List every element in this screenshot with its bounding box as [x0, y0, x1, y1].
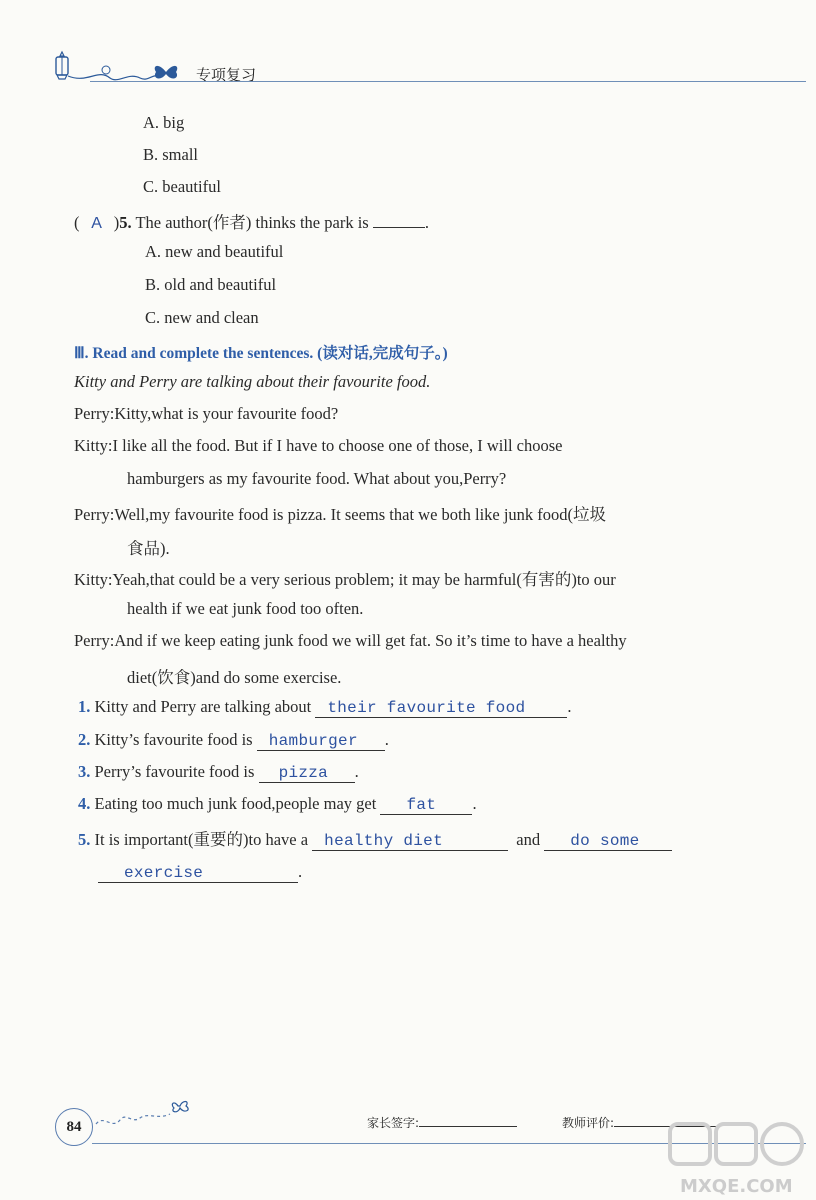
question-number: 5. — [78, 830, 91, 849]
answer-blank — [380, 794, 472, 815]
dialogue-line: health if we eat junk food too often. — [127, 599, 364, 618]
q4-option-c: C. beautiful — [143, 177, 221, 196]
answer-text: their favourite food — [327, 699, 526, 717]
q5-option-c: C. new and clean — [145, 308, 259, 327]
q5-answer: A — [91, 215, 102, 232]
q4-option-b: B. small — [143, 145, 199, 164]
dialogue-line: Kitty:Yeah,that could be a very serious problem; it may be harmful(有害的)to our — [74, 570, 616, 589]
question-end: . — [384, 730, 389, 749]
teacher-evaluation-label: 教师评价: — [562, 1116, 615, 1130]
footer-swirl-icon — [92, 1094, 202, 1139]
question-number: 1. — [78, 697, 91, 716]
question-text: Kitty’s favourite food is — [94, 730, 253, 749]
dialogue-line: Perry:Kitty,what is your favourite food? — [74, 404, 339, 423]
question-end: . — [567, 697, 572, 716]
question-number: 4. — [78, 794, 91, 813]
header-title: 专项复习 — [196, 66, 257, 84]
dialogue-line: diet(饮食)and do some exercise. — [127, 668, 342, 687]
parent-signature — [367, 1114, 517, 1131]
q5-paren-open: ( — [74, 213, 80, 232]
question-end: . — [298, 862, 303, 881]
question-text: It is important(重要的)to have a — [94, 830, 309, 849]
answer-blank — [257, 730, 385, 751]
answer-blank — [544, 830, 672, 851]
question-5 — [78, 826, 672, 851]
dialogue-line: Perry:And if we keep eating junk food we will get fat. So it’s time to have a healthy — [74, 631, 627, 650]
q5-blank — [373, 227, 425, 228]
answer-blank — [312, 830, 508, 851]
question-end: . — [472, 794, 477, 813]
q5-option-a: A. new and beautiful — [145, 242, 284, 261]
question-text: Perry’s favourite food is — [94, 762, 255, 781]
q5-text: The author(作者) thinks the park is — [135, 213, 369, 232]
answer-blank — [315, 697, 567, 718]
answer-text: fat — [406, 796, 437, 814]
section-title: Ⅲ. Read and complete the sentences. (读对话,完成句子。) — [74, 345, 448, 362]
dialogue-line: Perry:Well,my favourite food is pizza. It seems that we both like junk food(垃圾 — [74, 505, 607, 524]
question-1 — [78, 697, 571, 718]
parent-signature-label: 家长签字: — [367, 1116, 420, 1130]
question-number: 3. — [78, 762, 91, 781]
q5-paren-close: ) — [113, 213, 120, 232]
answer-blank — [259, 762, 355, 783]
dialogue-line: 食品). — [127, 539, 170, 558]
answer-text: pizza — [278, 764, 329, 782]
answer-blank — [98, 862, 298, 883]
dialogue-line: hamburgers as my favourite food. What about you,Perry? — [127, 469, 507, 488]
watermark-logo — [660, 1120, 810, 1200]
question-3 — [78, 762, 359, 783]
q5-number: 5. — [119, 213, 132, 232]
question-text: Eating too much junk food,people may get — [94, 794, 377, 813]
parent-signature-blank — [419, 1126, 517, 1127]
page-number: 84 — [55, 1108, 93, 1146]
question-2 — [78, 730, 389, 751]
q5-line — [74, 209, 429, 233]
svg-text:MXQE.COM: MXQE.COM — [680, 1176, 793, 1196]
question-5-continued — [98, 862, 302, 883]
question-text: Kitty and Perry are talking about — [94, 697, 312, 716]
answer-text: do some — [570, 832, 640, 850]
butterfly-icon — [152, 60, 182, 89]
answer-text: hamburger — [268, 732, 358, 750]
question-4 — [78, 794, 477, 815]
question-mid-word: and — [516, 830, 541, 849]
header-rule — [90, 81, 806, 82]
dialogue-intro: Kitty and Perry are talking about their favourite food. — [74, 372, 431, 391]
q5-end: . — [424, 213, 429, 232]
q5-option-b: B. old and beautiful — [145, 275, 277, 294]
q4-option-a: A. big — [143, 113, 185, 132]
answer-text: healthy diet — [324, 832, 443, 850]
dialogue-line: Kitty:I like all the food. But if I have to choose one of those, I will choose — [74, 436, 563, 455]
answer-text: exercise — [124, 864, 204, 882]
question-number: 2. — [78, 730, 91, 749]
question-end: . — [354, 762, 359, 781]
